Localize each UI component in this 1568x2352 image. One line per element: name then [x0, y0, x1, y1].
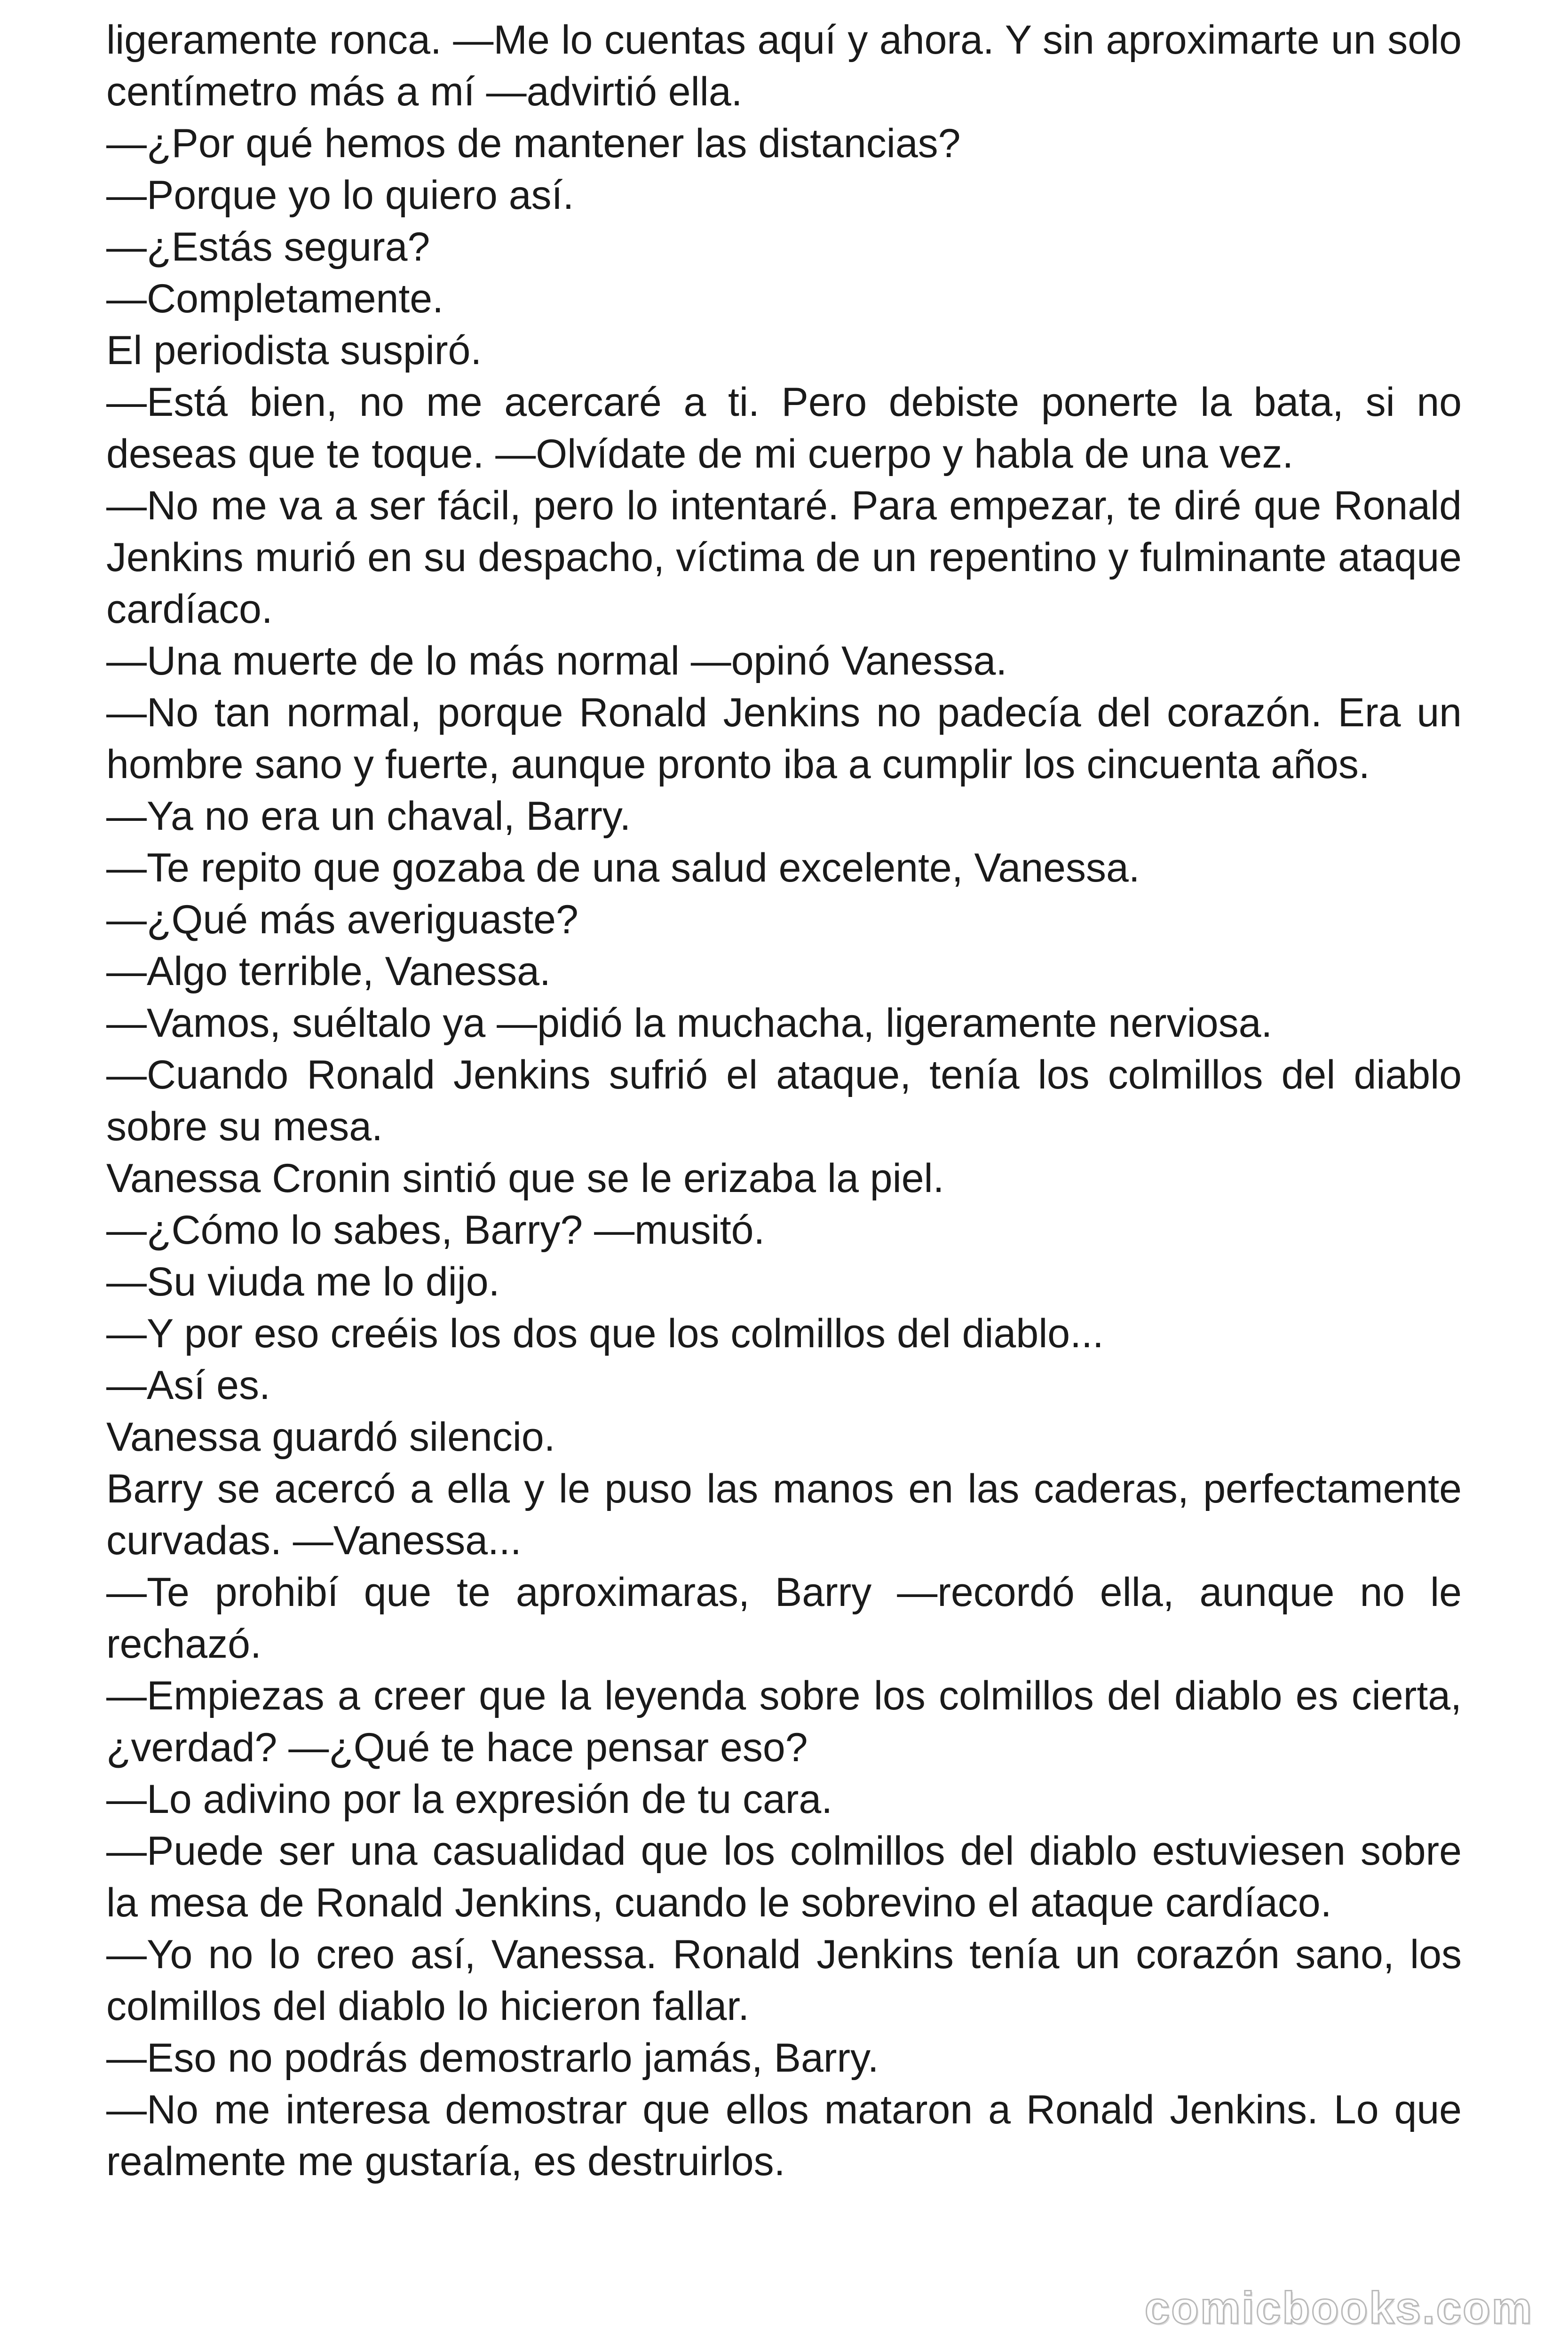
paragraph: —Te prohibí que te aproximaras, Barry —recordó ella, aunque no le rechazó. [106, 1570, 1462, 1667]
paragraph: —Vamos, suéltalo ya —pidió la muchacha, ligeramente nerviosa. [106, 1001, 1273, 1046]
paragraph: —Puede ser una casualidad que los colmillos del diablo estuviesen sobre la mesa de Ronald Jenkins, cuando le sobrevino el ataque cardíaco. [106, 1828, 1462, 1925]
watermark: comicbooks.com [1144, 2283, 1533, 2333]
paragraph: —Una muerte de lo más normal —opinó Vanessa. [106, 638, 1007, 683]
paragraph: —No tan normal, porque Ronald Jenkins no padecía del corazón. Era un hombre sano y fuerte, aunque pronto iba a cumplir los cincuenta años. [106, 690, 1462, 787]
paragraph: —¿Cómo lo sabes, Barry? —musitó. [106, 1208, 765, 1253]
paragraph: —Y por eso creéis los dos que los colmillos del diablo... [106, 1311, 1104, 1356]
paragraph: —Lo adivino por la expresión de tu cara. [106, 1777, 833, 1822]
paragraph: —Ya no era un chaval, Barry. [106, 794, 631, 839]
paragraph: —Así es. [106, 1363, 270, 1408]
paragraph: —Porque yo lo quiero así. [106, 173, 574, 218]
paragraph: ligeramente ronca. —Me lo cuentas aquí y ahora. Y sin aproximarte un solo centímetro más a mí —advirtió ella. [106, 17, 1462, 114]
paragraph: —Cuando Ronald Jenkins sufrió el ataque, tenía los colmillos del diablo sobre su mesa. [106, 1052, 1462, 1149]
paragraph: —Empiezas a creer que la leyenda sobre los colmillos del diablo es cierta, ¿verdad? —¿Qué te hace pensar eso? [106, 1673, 1462, 1770]
document-body [106, 14, 1462, 2187]
paragraph: —Eso no podrás demostrarlo jamás, Barry. [106, 2035, 879, 2081]
paragraph: —¿Estás segura? [106, 224, 430, 270]
paragraph: —Está bien, no me acercaré a ti. Pero debiste ponerte la bata, si no deseas que te toque. —Olvídate de mi cuerpo y habla de una vez. [106, 380, 1462, 477]
paragraph: Vanessa guardó silencio. [106, 1414, 555, 1460]
paragraph: —¿Por qué hemos de mantener las distancias? [106, 121, 961, 166]
paragraph: Vanessa Cronin sintió que se le erizaba la piel. [106, 1156, 944, 1201]
paragraph: —¿Qué más averiguaste? [106, 897, 578, 942]
paragraph: —No me interesa demostrar que ellos mataron a Ronald Jenkins. Lo que realmente me gustaría, es destruirlos. [106, 2087, 1462, 2184]
paragraph: —Su viuda me lo dijo. [106, 1259, 500, 1304]
paragraph: —Te repito que gozaba de una salud excelente, Vanessa. [106, 845, 1140, 890]
paragraph: —Yo no lo creo así, Vanessa. Ronald Jenkins tenía un corazón sano, los colmillos del diablo lo hicieron fallar. [106, 1932, 1462, 2029]
paragraph: —No me va a ser fácil, pero lo intentaré. Para empezar, te diré que Ronald Jenkins murió en su despacho, víctima de un repentino y fulminante ataque cardíaco. [106, 483, 1462, 632]
paragraph: Barry se acercó a ella y le puso las manos en las caderas, perfectamente curvadas. —Vanessa... [106, 1466, 1462, 1563]
paragraph: El periodista suspiró. [106, 328, 482, 373]
paragraph: —Algo terrible, Vanessa. [106, 949, 551, 994]
paragraph: —Completamente. [106, 276, 443, 321]
